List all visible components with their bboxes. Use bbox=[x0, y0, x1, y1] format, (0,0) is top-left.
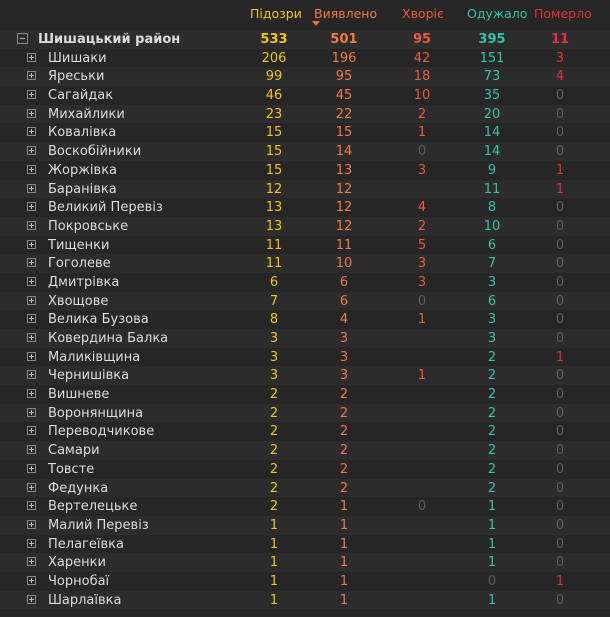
cell-recovered: 3 bbox=[487, 331, 497, 346]
expand-icon[interactable] bbox=[27, 240, 36, 249]
cell-sick: 95 bbox=[412, 32, 432, 47]
table-row bbox=[0, 591, 610, 610]
cell-detected: 3 bbox=[339, 331, 349, 346]
table-row bbox=[0, 198, 610, 217]
cell-recovered: 395 bbox=[478, 32, 506, 47]
cell-detected: 12 bbox=[335, 218, 353, 234]
cell-died: 0 bbox=[555, 592, 565, 608]
cell-died: 4 bbox=[555, 69, 565, 85]
cell-died: 0 bbox=[555, 218, 565, 234]
village-name: Хвощове bbox=[48, 293, 109, 309]
cell-recovered: 2 bbox=[487, 461, 497, 477]
village-rows bbox=[0, 49, 610, 610]
cell-detected: 4 bbox=[339, 312, 349, 328]
cell-died: 0 bbox=[555, 499, 565, 515]
cell-recovered: 2 bbox=[487, 480, 497, 496]
expand-icon[interactable] bbox=[27, 557, 36, 566]
cell-died: 0 bbox=[555, 256, 565, 272]
cell-detected: 13 bbox=[335, 162, 353, 178]
column-header-detected[interactable]: Виявлено bbox=[314, 6, 378, 21]
cell-died: 0 bbox=[555, 424, 565, 440]
column-header-recovered[interactable]: Одужало bbox=[467, 6, 528, 21]
cell-suspected: 2 bbox=[269, 499, 279, 515]
cell-detected: 12 bbox=[335, 181, 353, 197]
cell-suspected: 2 bbox=[269, 443, 279, 459]
village-name: Самари bbox=[48, 443, 100, 459]
cell-died: 0 bbox=[555, 480, 565, 496]
expand-icon[interactable] bbox=[27, 221, 36, 230]
cell-detected: 15 bbox=[335, 125, 353, 141]
cell-died: 1 bbox=[555, 349, 565, 365]
table-row bbox=[0, 105, 610, 124]
table-row bbox=[0, 217, 610, 236]
cell-detected: 3 bbox=[339, 368, 349, 384]
cell-recovered: 1 bbox=[487, 499, 497, 515]
table-row bbox=[0, 553, 610, 572]
village-name: Харенки bbox=[48, 555, 106, 571]
village-name: Шишаки bbox=[48, 50, 107, 66]
cell-recovered: 6 bbox=[487, 293, 497, 309]
cell-recovered: 3 bbox=[487, 312, 497, 328]
cell-detected: 95 bbox=[335, 69, 353, 85]
expand-icon[interactable] bbox=[27, 71, 36, 80]
cell-detected: 6 bbox=[339, 293, 349, 309]
cell-suspected: 23 bbox=[265, 106, 283, 122]
cell-died: 3 bbox=[555, 50, 565, 66]
expand-icon[interactable] bbox=[27, 483, 36, 492]
expand-icon[interactable] bbox=[27, 501, 36, 510]
cell-recovered: 8 bbox=[487, 200, 497, 216]
expand-icon[interactable] bbox=[27, 352, 36, 361]
cell-recovered: 20 bbox=[483, 106, 501, 122]
expand-icon[interactable] bbox=[27, 146, 36, 155]
village-name: Жоржівка bbox=[48, 162, 118, 178]
village-name: Вишневе bbox=[48, 387, 110, 403]
cell-recovered: 11 bbox=[483, 181, 501, 197]
cell-recovered: 10 bbox=[483, 218, 501, 234]
cell-died: 11 bbox=[550, 32, 570, 47]
village-name: Великий Перевіз bbox=[48, 200, 163, 216]
village-name: Сагайдак bbox=[48, 88, 114, 104]
cell-died: 0 bbox=[555, 88, 565, 104]
cell-detected: 1 bbox=[339, 499, 349, 515]
cell-detected: 2 bbox=[339, 387, 349, 403]
cell-suspected: 2 bbox=[269, 405, 279, 421]
cell-sick: 3 bbox=[417, 256, 427, 272]
cell-recovered: 14 bbox=[483, 125, 501, 141]
cell-died: 0 bbox=[555, 312, 565, 328]
village-name: Пелагеївка bbox=[48, 536, 124, 552]
cell-died: 0 bbox=[555, 405, 565, 421]
cell-recovered: 7 bbox=[487, 256, 497, 272]
cell-sick: 10 bbox=[413, 88, 431, 104]
cell-sick: 1 bbox=[417, 368, 427, 384]
cell-suspected: 3 bbox=[269, 331, 279, 346]
table-row bbox=[0, 310, 610, 329]
cell-recovered: 14 bbox=[483, 144, 501, 160]
cell-recovered: 2 bbox=[487, 368, 497, 384]
village-name: Баранівка bbox=[48, 181, 117, 197]
cell-sick: 42 bbox=[413, 50, 431, 66]
sort-desc-icon bbox=[312, 21, 320, 26]
table-row bbox=[0, 236, 610, 255]
table-row bbox=[0, 348, 610, 367]
collapse-icon[interactable] bbox=[17, 33, 28, 44]
column-header-sick[interactable]: Хворіє bbox=[402, 6, 444, 21]
table-row bbox=[0, 572, 610, 591]
column-header-suspected[interactable]: Підозри bbox=[250, 6, 302, 21]
cell-suspected: 3 bbox=[269, 368, 279, 384]
expand-icon[interactable] bbox=[27, 127, 36, 136]
cell-detected: 3 bbox=[339, 349, 349, 365]
cell-recovered: 1 bbox=[487, 592, 497, 608]
cell-died: 0 bbox=[555, 517, 565, 533]
village-name: Чернишівка bbox=[48, 368, 130, 384]
cell-died: 0 bbox=[555, 536, 565, 552]
cell-died: 0 bbox=[555, 387, 565, 403]
cell-sick: 18 bbox=[413, 69, 431, 85]
district-name: Шишацький район bbox=[38, 32, 181, 47]
cell-recovered: 73 bbox=[483, 69, 501, 85]
cell-recovered: 2 bbox=[487, 387, 497, 403]
cell-recovered: 2 bbox=[487, 405, 497, 421]
cell-recovered: 2 bbox=[487, 443, 497, 459]
cell-suspected: 11 bbox=[265, 237, 283, 253]
village-name: Вертелецьке bbox=[48, 499, 138, 515]
village-name: Покровське bbox=[48, 218, 129, 234]
table-row bbox=[0, 49, 610, 68]
cell-suspected: 1 bbox=[269, 592, 279, 608]
cell-died: 0 bbox=[555, 125, 565, 141]
cell-died: 0 bbox=[555, 200, 565, 216]
table-row-total bbox=[0, 30, 610, 49]
table-row bbox=[0, 366, 610, 385]
expand-icon[interactable] bbox=[27, 53, 36, 62]
table-row bbox=[0, 292, 610, 311]
expand-icon[interactable] bbox=[27, 464, 36, 473]
cell-sick: 0 bbox=[417, 144, 427, 160]
cell-detected: 11 bbox=[335, 237, 353, 253]
cell-suspected: 533 bbox=[260, 32, 288, 47]
expand-icon[interactable] bbox=[27, 408, 36, 417]
cell-suspected: 1 bbox=[269, 517, 279, 533]
cell-died: 1 bbox=[555, 181, 565, 197]
village-name: Дмитрівка bbox=[48, 274, 120, 290]
village-name: Михайлики bbox=[48, 106, 125, 122]
expand-icon[interactable] bbox=[27, 370, 36, 379]
table-row bbox=[0, 516, 610, 535]
cell-recovered: 1 bbox=[487, 517, 497, 533]
expand-icon[interactable] bbox=[27, 184, 36, 193]
cell-died: 0 bbox=[555, 461, 565, 477]
table-row bbox=[0, 142, 610, 161]
cell-died: 0 bbox=[555, 274, 565, 290]
cell-detected: 2 bbox=[339, 443, 349, 459]
village-name: Гоголеве bbox=[48, 256, 111, 272]
expand-icon[interactable] bbox=[27, 314, 36, 323]
expand-icon[interactable] bbox=[27, 389, 36, 398]
village-name: Велика Бузова bbox=[48, 312, 149, 328]
cell-detected: 14 bbox=[335, 144, 353, 160]
cell-detected: 45 bbox=[335, 88, 353, 104]
cell-suspected: 2 bbox=[269, 461, 279, 477]
cell-recovered: 2 bbox=[487, 349, 497, 365]
table-row bbox=[0, 254, 610, 273]
cell-detected: 1 bbox=[339, 592, 349, 608]
cell-recovered: 2 bbox=[487, 424, 497, 440]
cell-died: 0 bbox=[555, 144, 565, 160]
cell-sick: 3 bbox=[417, 162, 427, 178]
cell-suspected: 6 bbox=[269, 274, 279, 290]
cell-died: 0 bbox=[555, 293, 565, 309]
expand-icon[interactable] bbox=[27, 333, 36, 342]
table-row bbox=[0, 385, 610, 404]
cell-detected: 196 bbox=[331, 50, 357, 66]
village-name: Ковердина Балка bbox=[48, 331, 169, 346]
cell-detected: 1 bbox=[339, 536, 349, 552]
cell-suspected: 15 bbox=[265, 125, 283, 141]
village-name: Тищенки bbox=[48, 237, 110, 253]
cell-sick: 1 bbox=[417, 312, 427, 328]
cell-sick: 5 bbox=[417, 237, 427, 253]
cell-suspected: 15 bbox=[265, 144, 283, 160]
column-header-died[interactable]: Померло bbox=[534, 6, 592, 21]
expand-icon[interactable] bbox=[27, 576, 36, 585]
cell-detected: 2 bbox=[339, 480, 349, 496]
cell-suspected: 11 bbox=[265, 256, 283, 272]
table-row bbox=[0, 273, 610, 292]
table-header bbox=[0, 0, 610, 30]
cell-sick: 1 bbox=[417, 125, 427, 141]
table-row bbox=[0, 180, 610, 199]
village-name: Переводчикове bbox=[48, 424, 155, 440]
cell-sick: 2 bbox=[417, 106, 427, 122]
cell-died: 0 bbox=[555, 237, 565, 253]
expand-icon[interactable] bbox=[27, 202, 36, 211]
table-row bbox=[0, 67, 610, 86]
village-name: Чорнобаї bbox=[48, 573, 110, 589]
cell-suspected: 1 bbox=[269, 536, 279, 552]
cell-detected: 2 bbox=[339, 405, 349, 421]
cell-recovered: 151 bbox=[479, 50, 505, 66]
village-name: Маликівщина bbox=[48, 349, 141, 365]
cell-sick: 4 bbox=[417, 200, 427, 216]
cell-detected: 2 bbox=[339, 461, 349, 477]
table-row bbox=[0, 441, 610, 460]
cell-recovered: 9 bbox=[487, 162, 497, 178]
expand-icon[interactable] bbox=[27, 520, 36, 529]
cell-suspected: 1 bbox=[269, 573, 279, 589]
cell-detected: 22 bbox=[335, 106, 353, 122]
cell-sick: 0 bbox=[417, 293, 427, 309]
cell-died: 0 bbox=[555, 106, 565, 122]
cell-died: 0 bbox=[555, 368, 565, 384]
table-row bbox=[0, 535, 610, 554]
village-name: Воскобійники bbox=[48, 144, 142, 160]
village-name: Федунка bbox=[48, 480, 109, 496]
cell-detected: 501 bbox=[330, 32, 358, 47]
table-row bbox=[0, 404, 610, 423]
cell-recovered: 6 bbox=[487, 237, 497, 253]
cell-died: 1 bbox=[555, 573, 565, 589]
cell-died: 0 bbox=[555, 443, 565, 459]
cell-sick: 2 bbox=[417, 218, 427, 234]
village-name: Товсте bbox=[48, 461, 95, 477]
cell-recovered: 35 bbox=[483, 88, 501, 104]
cell-suspected: 7 bbox=[269, 293, 279, 309]
village-name: Шарлаївка bbox=[48, 592, 122, 608]
expand-icon[interactable] bbox=[27, 539, 36, 548]
expand-icon[interactable] bbox=[27, 165, 36, 174]
table-row bbox=[0, 497, 610, 516]
cell-detected: 1 bbox=[339, 517, 349, 533]
cell-suspected: 2 bbox=[269, 387, 279, 403]
cell-detected: 2 bbox=[339, 424, 349, 440]
cell-detected: 6 bbox=[339, 274, 349, 290]
expand-icon[interactable] bbox=[27, 258, 36, 267]
cell-suspected: 15 bbox=[265, 162, 283, 178]
cell-detected: 10 bbox=[335, 256, 353, 272]
village-name: Ковалівка bbox=[48, 125, 117, 141]
cell-suspected: 206 bbox=[261, 50, 287, 66]
cell-detected: 1 bbox=[339, 555, 349, 571]
table-row bbox=[0, 86, 610, 105]
expand-icon[interactable] bbox=[27, 277, 36, 286]
cell-suspected: 99 bbox=[265, 69, 283, 85]
expand-icon[interactable] bbox=[27, 445, 36, 454]
table-row bbox=[0, 479, 610, 498]
cell-recovered: 0 bbox=[487, 573, 497, 589]
expand-icon[interactable] bbox=[27, 426, 36, 435]
cell-died: 0 bbox=[555, 555, 565, 571]
cell-suspected: 13 bbox=[265, 200, 283, 216]
cell-recovered: 1 bbox=[487, 555, 497, 571]
cell-detected: 12 bbox=[335, 200, 353, 216]
cell-suspected: 13 bbox=[265, 218, 283, 234]
cell-suspected: 46 bbox=[265, 88, 283, 104]
cell-sick: 3 bbox=[417, 274, 427, 290]
cell-sick: 0 bbox=[417, 499, 427, 515]
table-row bbox=[0, 329, 610, 348]
expand-icon[interactable] bbox=[27, 109, 36, 118]
cell-suspected: 2 bbox=[269, 480, 279, 496]
cell-recovered: 1 bbox=[487, 536, 497, 552]
village-name: Малий Перевіз bbox=[48, 517, 149, 533]
village-name: Воронянщина bbox=[48, 405, 144, 421]
cell-suspected: 8 bbox=[269, 312, 279, 328]
cell-died: 1 bbox=[555, 162, 565, 178]
table-row bbox=[0, 460, 610, 479]
cell-suspected: 2 bbox=[269, 424, 279, 440]
cell-recovered: 3 bbox=[487, 274, 497, 290]
table-row bbox=[0, 123, 610, 142]
expand-icon[interactable] bbox=[27, 90, 36, 99]
table-row bbox=[0, 422, 610, 441]
cell-detected: 1 bbox=[339, 573, 349, 589]
cell-died: 0 bbox=[555, 331, 565, 346]
cell-suspected: 1 bbox=[269, 555, 279, 571]
cell-suspected: 3 bbox=[269, 349, 279, 365]
expand-icon[interactable] bbox=[27, 296, 36, 305]
expand-icon[interactable] bbox=[27, 595, 36, 604]
village-name: Яреськи bbox=[48, 69, 105, 85]
cell-suspected: 12 bbox=[265, 181, 283, 197]
table-row bbox=[0, 161, 610, 180]
